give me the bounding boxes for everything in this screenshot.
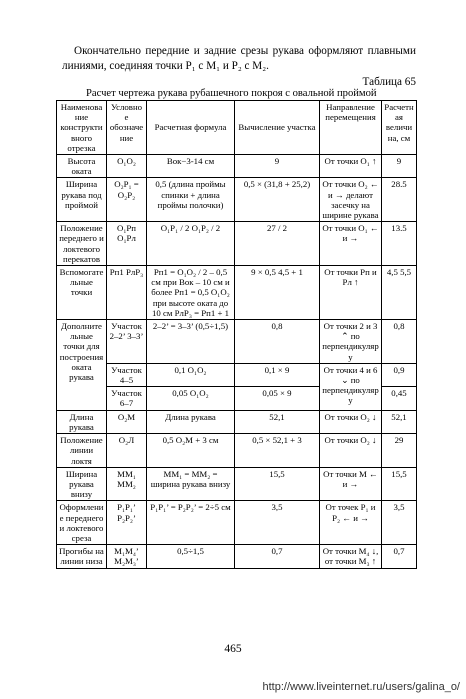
row-direction: От точки M₄ ↓, от точки M₃ ↑: [320, 545, 382, 568]
row-calc: 27 / 2: [235, 222, 320, 266]
row-symbol: MM₁ MM₂: [107, 467, 147, 501]
row-value: 13.5: [382, 222, 417, 266]
table-row: [57, 545, 417, 568]
row-direction: От точки O₂ ↓: [320, 434, 382, 468]
header-cell: Направление перемещения: [320, 101, 382, 155]
row-value: 29: [382, 434, 417, 468]
row-name: Дополнительные точки для построения оката рукава: [57, 320, 107, 411]
row-value: 28.5: [382, 178, 417, 222]
row-direction: От точки O₂ ↓: [320, 410, 382, 433]
row-formula: Вок−3-14 см: [147, 155, 235, 178]
row-value: 0,9: [382, 363, 417, 386]
row-symbol: Участок 2–2’ 3–3’: [107, 320, 147, 364]
row-value: 9: [382, 155, 417, 178]
row-direction: От точки M ← и →: [320, 467, 382, 501]
header-cell: Расчетная величина, см: [382, 101, 417, 155]
row-formula: P₁P₁’ = P₂P₂’ = 2÷5 см: [147, 501, 235, 545]
row-value: 0,45: [382, 387, 417, 410]
row-symbol: O₁O₂: [107, 155, 147, 178]
table-row: [57, 467, 417, 501]
row-symbol: O₁Pп O₁Pл: [107, 222, 147, 266]
table-row: [57, 501, 417, 545]
row-formula: Pп1 = O₁O₂ / 2 – 0,5 см при Вок – 10 см и более Pп1 = 0,5 O₁O₂ при высоте оката до 10 см PлP₃ = Pп1 + 1: [147, 266, 235, 320]
row-formula: 0,1 O₁O₂: [147, 363, 235, 386]
row-calc: 9: [235, 155, 320, 178]
row-symbol: M₁M₄’ M₂M₃’: [107, 545, 147, 568]
header-cell: Условное обозначение: [107, 101, 147, 155]
row-value: 0,7: [382, 545, 417, 568]
row-calc: 0,8: [235, 320, 320, 364]
table-row: [57, 320, 417, 364]
row-value: 4,5 5,5: [382, 266, 417, 320]
row-name: Ширина рукава под проймой: [57, 178, 107, 222]
watermark-url: http://www.liveinternet.ru/users/galina_o/: [262, 681, 460, 693]
row-formula: Длина рукава: [147, 410, 235, 433]
row-symbol: Pп1 PлP₃: [107, 266, 147, 320]
row-direction: От точки O₁ ← и →: [320, 222, 382, 266]
header-cell: Вычисление участка: [235, 101, 320, 155]
row-calc: 3,5: [235, 501, 320, 545]
row-formula: MM₁ = MM₂ = ширина рукава внизу: [147, 467, 235, 501]
row-symbol: O₂M: [107, 410, 147, 433]
row-name: Положение линии локтя: [57, 434, 107, 468]
row-value: 0,8: [382, 320, 417, 364]
header-cell: Расчетная формула: [147, 101, 235, 155]
row-formula: 0,5 (длина проймы спинки + длина проймы полочки): [147, 178, 235, 222]
row-direction: От точки 2 и 3 ⌃ по перпендикуляру: [320, 320, 382, 364]
table-number: Таблица 65: [362, 76, 416, 88]
table-row: [57, 434, 417, 468]
row-direction: От точки O₂ ← и → делают засечку на ширине рукава: [320, 178, 382, 222]
row-name: Ширина рукава внизу: [57, 467, 107, 501]
row-formula: 0,05 O₁O₂: [147, 387, 235, 410]
row-formula: O₁P₁ / 2 O₁P₂ / 2: [147, 222, 235, 266]
row-direction: От точки Pп и Pл ↑: [320, 266, 382, 320]
row-name: Прогибы на линии низа: [57, 545, 107, 568]
row-symbol: Участок 4–5: [107, 363, 147, 386]
row-direction: От точек P₁ и P₂ ← и →: [320, 501, 382, 545]
row-symbol: Участок 6–7: [107, 387, 147, 410]
row-name: Высота оката: [57, 155, 107, 178]
table-header-row: [57, 101, 417, 155]
table-row: [57, 222, 417, 266]
row-calc: 0,1 × 9: [235, 363, 320, 386]
row-formula: 0,5 O₂M + 3 см: [147, 434, 235, 468]
row-symbol: O₂P₁ = O₂P₂: [107, 178, 147, 222]
row-value: 15,5: [382, 467, 417, 501]
row-name: Длина рукава: [57, 410, 107, 433]
row-calc: 0,5 × (31,8 + 25,2): [235, 178, 320, 222]
row-value: 52,1: [382, 410, 417, 433]
row-formula: 0,5÷1,5: [147, 545, 235, 568]
header-cell: Наименование конструктивного отрезка: [57, 101, 107, 155]
row-direction: От точки 4 и 6 ⌄ по перпендикуляру: [320, 363, 382, 410]
row-formula: 2–2’ = 3–3’ (0,5÷1,5): [147, 320, 235, 364]
table-row: [57, 363, 417, 386]
table-caption: Расчет чертежа рукава рубашечного покроя с овальной проймой: [86, 88, 377, 99]
intro-paragraph: Окончательно передние и задние срезы рукава оформляют плавными линиями, соединяя точки P₁ с M₁ и P₂ с M₂.: [62, 45, 416, 72]
row-direction: От точки O₁ ↑: [320, 155, 382, 178]
row-name: Вспомогательные точки: [57, 266, 107, 320]
row-name: Положение переднего и локтевого перекатов: [57, 222, 107, 266]
row-calc: 0,05 × 9: [235, 387, 320, 410]
row-calc: 9 × 0,5 4,5 + 1: [235, 266, 320, 320]
row-calc: 0,5 × 52,1 + 3: [235, 434, 320, 468]
row-calc: 15,5: [235, 467, 320, 501]
calculation-table: [56, 100, 417, 569]
row-calc: 52,1: [235, 410, 320, 433]
row-calc: 0,7: [235, 545, 320, 568]
row-symbol: P₁P₁’ P₂P₂’: [107, 501, 147, 545]
page-number: 465: [224, 643, 242, 655]
row-symbol: O₂Л: [107, 434, 147, 468]
table-row: [57, 178, 417, 222]
table-row: [57, 266, 417, 320]
row-name: Оформление переднего и локтевого среза: [57, 501, 107, 545]
table-row: [57, 155, 417, 178]
table-row: [57, 410, 417, 433]
row-value: 3,5: [382, 501, 417, 545]
